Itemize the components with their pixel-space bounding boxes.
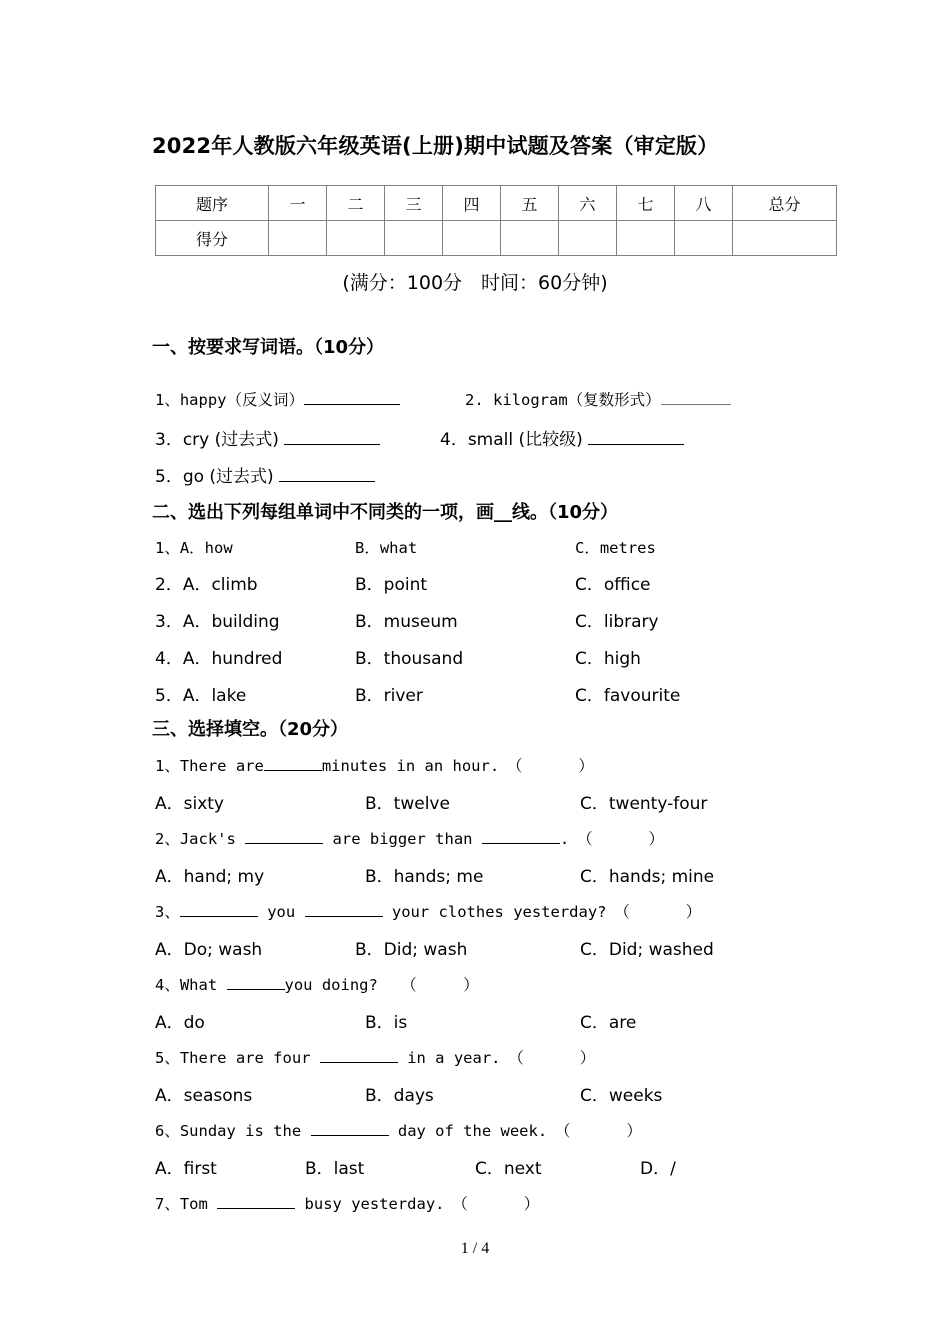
option-text: C．favourite	[575, 686, 681, 706]
option-text: C．next	[475, 1159, 542, 1179]
item-text: cry (过去式)	[182, 430, 279, 450]
score-table-col-1: 一	[269, 186, 327, 221]
item-number: 2．	[155, 575, 183, 595]
stem-text: What	[179, 976, 218, 994]
score-table	[155, 185, 837, 256]
section3-question-6-option-d[interactable]	[640, 1154, 676, 1179]
section3-question-2-option-b[interactable]	[365, 862, 483, 887]
option-text: A．building	[182, 612, 280, 632]
section3-question-5-option-c[interactable]	[580, 1081, 662, 1106]
score-cell-4[interactable]	[443, 221, 501, 256]
option-text: A．Do; wash	[155, 940, 263, 960]
option-text: A．do	[155, 1013, 205, 1033]
score-cell-5[interactable]	[501, 221, 559, 256]
answer-blank[interactable]	[217, 1208, 295, 1209]
section-heading-3: 三、选择填空。（20分）	[152, 719, 349, 740]
option-text: C．metres	[575, 539, 656, 557]
section1-item-4	[440, 425, 684, 450]
section1-item-1	[155, 388, 400, 410]
score-table-col-6: 六	[559, 186, 617, 221]
item-number: 3．	[155, 612, 183, 632]
option-text: B．is	[365, 1013, 408, 1033]
answer-blank-1[interactable]	[245, 843, 323, 844]
score-table-total-header: 总分	[733, 186, 837, 221]
section3-question-4-option-b[interactable]	[365, 1008, 407, 1033]
stem-text-2: you doing? （	[284, 976, 417, 994]
page-title: 2022年人教版六年级英语(上册)期中试题及答案（审定版）	[152, 134, 719, 158]
section3-question-4-option-a[interactable]	[155, 1008, 205, 1033]
section2-row-3-option-b[interactable]	[355, 607, 458, 632]
answer-blank[interactable]	[311, 1135, 389, 1136]
score-cell-total[interactable]	[733, 221, 837, 256]
option-text: A．hand; my	[155, 867, 265, 887]
option-text: B．twelve	[365, 794, 450, 814]
section1-item-5	[155, 462, 375, 487]
section3-question-5-option-a[interactable]	[155, 1081, 252, 1106]
section3-question-1-option-c[interactable]	[580, 789, 707, 814]
stem-text: Tom	[179, 1195, 208, 1213]
score-table-col-7: 七	[617, 186, 675, 221]
stem-text-2: day of the week. （	[397, 1122, 571, 1140]
score-cell-1[interactable]	[269, 221, 327, 256]
score-cell-6[interactable]	[559, 221, 617, 256]
section2-row-4-option-b[interactable]	[355, 644, 463, 669]
item-text: happy（反义词）	[179, 391, 305, 409]
item-number: 3．	[155, 430, 183, 450]
answer-blank[interactable]	[284, 444, 380, 445]
section2-row-3-option-a[interactable]	[155, 607, 280, 632]
stem-text-3: ）	[626, 1122, 642, 1140]
stem-text-2: minutes in an hour. （	[321, 757, 523, 775]
option-text: A．sixty	[155, 794, 224, 814]
option-text: B．museum	[355, 612, 458, 632]
section3-question-3-option-c[interactable]	[580, 935, 714, 960]
stem-text: you	[267, 903, 296, 921]
section3-question-7-stem	[155, 1192, 539, 1214]
option-text: A．climb	[182, 575, 258, 595]
item-number: 2.	[465, 391, 484, 409]
item-number: 2、	[155, 830, 180, 848]
section3-question-2-option-a[interactable]	[155, 862, 264, 887]
option-text: C．weeks	[580, 1086, 663, 1106]
section3-question-6-option-a[interactable]	[155, 1154, 217, 1179]
item-text: small (比较级)	[467, 430, 583, 450]
answer-blank-1[interactable]	[180, 916, 258, 917]
answer-blank-2[interactable]	[305, 916, 383, 917]
option-text: B．last	[305, 1159, 365, 1179]
section1-item-2	[465, 388, 731, 410]
option-text: B．point	[355, 575, 428, 595]
answer-blank[interactable]	[661, 404, 731, 405]
option-text: A．seasons	[155, 1086, 253, 1106]
score-table-col-2: 二	[327, 186, 385, 221]
option-text: A．lake	[182, 686, 247, 706]
item-number: 5．	[155, 686, 183, 706]
section-heading-1: 一、按要求写词语。（10分）	[152, 337, 385, 358]
section3-question-5-option-b[interactable]	[365, 1081, 434, 1106]
option-text: C．office	[575, 575, 651, 595]
stem-text-3: ）	[463, 976, 479, 994]
item-number: 6、	[155, 1122, 180, 1140]
score-cell-8[interactable]	[675, 221, 733, 256]
item-number: 7、	[155, 1195, 180, 1213]
section3-question-3-option-b[interactable]	[355, 935, 467, 960]
item-number: 5．	[155, 467, 183, 487]
item-number: 1、	[155, 757, 180, 775]
score-table-col-5: 五	[501, 186, 559, 221]
stem-text: There are	[179, 757, 264, 775]
section3-question-6-option-b[interactable]	[305, 1154, 364, 1179]
stem-text-3: ）	[685, 903, 702, 921]
section3-question-4-stem	[155, 973, 479, 995]
section2-row-4-option-c[interactable]	[575, 644, 641, 669]
section2-row-3-option-c[interactable]	[575, 607, 659, 632]
item-number: 4、	[155, 976, 180, 994]
item-text: kilogram（复数形式）	[493, 391, 661, 409]
score-cell-3[interactable]	[385, 221, 443, 256]
section3-question-3-stem	[155, 900, 701, 922]
option-text: B．hands; me	[365, 867, 484, 887]
item-number: 1、	[155, 391, 180, 409]
option-text: C．hands; mine	[580, 867, 715, 887]
stem-text: Sunday is the	[179, 1122, 302, 1140]
item-text: go (过去式)	[182, 467, 274, 487]
item-number: 3、	[155, 903, 180, 921]
stem-text-2: your clothes yesterday? （	[391, 903, 630, 921]
section3-question-3-option-a[interactable]	[155, 935, 262, 960]
item-number: 4．	[155, 649, 183, 669]
answer-blank-2[interactable]	[482, 843, 560, 844]
stem-text: Jack's	[179, 830, 236, 848]
marks-and-time-line: (满分：100分 时间：60分钟)	[342, 272, 608, 294]
stem-text-2: busy yesterday. （	[304, 1195, 468, 1213]
option-text: C．are	[580, 1013, 637, 1033]
option-text: B．river	[355, 686, 423, 706]
option-text: C．high	[575, 649, 641, 669]
section3-question-6-stem	[155, 1119, 642, 1141]
section3-question-2-option-c[interactable]	[580, 862, 714, 887]
score-table-col-3: 三	[385, 186, 443, 221]
stem-text-3: ）	[578, 757, 594, 775]
section3-question-6-option-c[interactable]	[475, 1154, 542, 1179]
section3-question-1-option-a[interactable]	[155, 789, 224, 814]
stem-text-2: are bigger than	[332, 830, 473, 848]
score-cell-7[interactable]	[617, 221, 675, 256]
section2-row-2-option-c[interactable]	[575, 570, 651, 595]
score-table-col-4: 四	[443, 186, 501, 221]
section2-row-1-option-a[interactable]	[155, 536, 233, 558]
item-number: 1、	[155, 539, 180, 557]
section3-question-2-stem	[155, 827, 664, 849]
page-number-footer: 1 / 4	[460, 1240, 490, 1257]
answer-blank[interactable]	[320, 1062, 398, 1063]
score-table-row-label-2: 得分	[156, 221, 269, 256]
answer-blank[interactable]	[264, 770, 322, 771]
stem-text-4: ）	[648, 830, 664, 848]
answer-blank[interactable]	[304, 404, 400, 405]
option-text: A．first	[155, 1159, 217, 1179]
item-number: 4．	[440, 430, 468, 450]
section3-question-1-option-b[interactable]	[365, 789, 450, 814]
section2-row-5-option-c[interactable]	[575, 681, 680, 706]
section2-row-5-option-b[interactable]	[355, 681, 423, 706]
option-text: A．how	[179, 539, 233, 557]
option-text: D．/	[640, 1159, 676, 1179]
score-table-row-label: 题序	[156, 186, 269, 221]
score-cell-2[interactable]	[327, 221, 385, 256]
section3-question-4-option-c[interactable]	[580, 1008, 636, 1033]
option-text: C．Did; washed	[580, 940, 714, 960]
option-text: B．what	[355, 539, 418, 557]
score-table-col-8: 八	[675, 186, 733, 221]
section2-row-4-option-a[interactable]	[155, 644, 282, 669]
section3-question-1-stem	[155, 754, 594, 776]
section2-row-2-option-b[interactable]	[355, 570, 427, 595]
table-row-scores	[156, 221, 837, 256]
section2-row-1-option-b[interactable]	[355, 536, 417, 558]
section1-item-3	[155, 425, 380, 450]
section2-row-1-option-c[interactable]	[575, 536, 656, 558]
section-heading-2: 二、选出下列每组单词中不同类的一项，画__线。（10分）	[152, 502, 619, 523]
option-text: C．twenty-four	[580, 794, 708, 814]
stem-text-3: . （	[559, 830, 593, 848]
item-number: 5、	[155, 1049, 180, 1067]
option-text: A．hundred	[182, 649, 283, 669]
answer-blank[interactable]	[279, 481, 375, 482]
table-row-header	[156, 186, 837, 221]
stem-text-3: ）	[579, 1049, 596, 1067]
section2-row-2-option-a[interactable]	[155, 570, 258, 595]
section2-row-5-option-a[interactable]	[155, 681, 246, 706]
option-text: B．Did; wash	[355, 940, 468, 960]
stem-text-2: in a year. （	[407, 1049, 524, 1067]
option-text: C．library	[575, 612, 659, 632]
stem-text: There are four	[179, 1049, 311, 1067]
option-text: B．thousand	[355, 649, 464, 669]
answer-blank[interactable]	[588, 444, 684, 445]
answer-blank[interactable]	[227, 989, 285, 990]
option-text: B．days	[365, 1086, 434, 1106]
stem-text-3: ）	[523, 1195, 540, 1213]
section3-question-5-stem	[155, 1046, 595, 1068]
